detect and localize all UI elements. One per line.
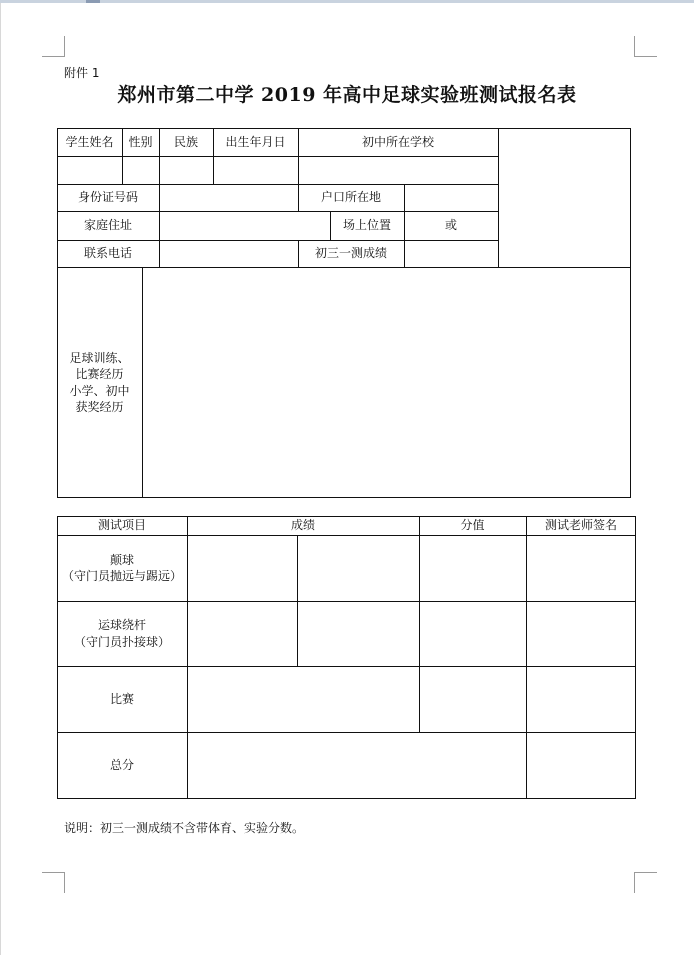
label-middle-school: 初中所在学校 (361, 135, 434, 150)
score-cell[interactable] (297, 601, 419, 666)
label-ethnicity: 民族 (173, 135, 198, 150)
experience-line: 小学、初中 (69, 383, 130, 398)
experience-line: 比赛经历 (75, 367, 124, 382)
label-home-address: 家庭住址 (83, 218, 132, 233)
points-cell[interactable] (419, 601, 526, 666)
signature-cell[interactable] (526, 732, 636, 799)
input-field-position[interactable]: 或 (444, 218, 457, 233)
header-points: 分值 (460, 518, 485, 533)
signature-cell[interactable] (526, 666, 636, 732)
points-cell[interactable] (419, 535, 526, 601)
test-item-name: 比赛 (109, 691, 134, 706)
signature-cell[interactable] (526, 601, 636, 666)
label-hukou: 户口所在地 (320, 190, 381, 205)
test-row-label (57, 535, 187, 601)
label-field-position: 场上位置 (342, 218, 391, 233)
label-student-name: 学生姓名 (65, 135, 114, 150)
label-gender: 性别 (128, 135, 153, 150)
test-item-note: （守门员扑接球） (73, 634, 170, 649)
attachment-label: 附件 1 (64, 66, 100, 80)
total-score-cell[interactable] (187, 732, 526, 799)
label-birth-date: 出生年月日 (225, 135, 286, 150)
test-row-label (57, 601, 187, 666)
label-phone: 联系电话 (83, 246, 132, 261)
test-item-note: （守门员抛远与踢远） (61, 569, 182, 583)
test-item-name: 颠球 (109, 552, 134, 567)
label-id-number: 身份证号码 (77, 190, 138, 205)
signature-cell[interactable] (526, 535, 636, 601)
score-cell[interactable] (297, 535, 419, 601)
score-cell[interactable] (187, 601, 297, 666)
header-test-item: 测试项目 (97, 518, 146, 533)
footer-note: 说明：初三一测成绩不含带体育、实验分数。 (64, 821, 305, 835)
points-cell[interactable] (419, 666, 526, 732)
test-item-name: 运球绕杆 (97, 618, 146, 633)
header-score: 成绩 (290, 518, 315, 533)
test-item-name: 总分 (109, 758, 134, 773)
score-cell[interactable] (187, 535, 297, 601)
experience-line: 获奖经历 (75, 399, 124, 414)
score-cell[interactable] (187, 666, 419, 732)
experience-line: 足球训练、 (69, 351, 130, 366)
label-mock-exam-score: 初三一测成绩 (314, 246, 387, 261)
page-title: 郑州市第二中学 2019 年高中足球实验班测试报名表 (117, 84, 577, 106)
header-teacher-signature: 测试老师签名 (544, 518, 617, 533)
